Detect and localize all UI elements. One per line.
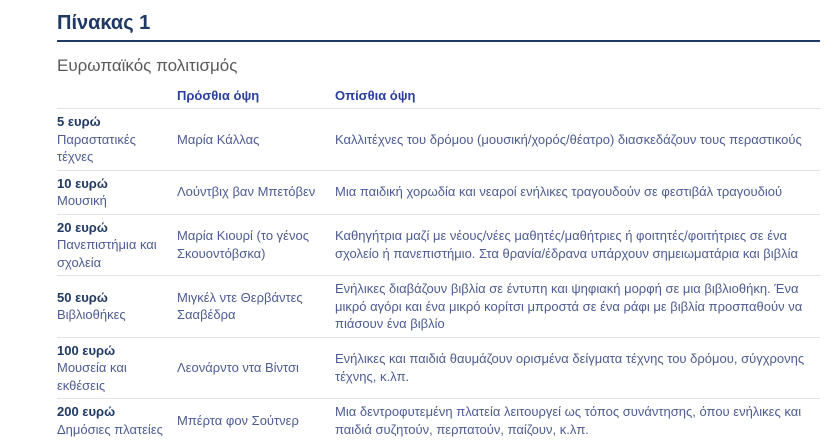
col-header-front: Πρόσθια όψη [177, 88, 335, 109]
front-side-cell: Μαρία Κάλλας [177, 109, 335, 171]
table-body [57, 109, 820, 443]
denomination-cell [57, 109, 177, 171]
front-side-cell: Μπέρτα φον Σούτνερ [177, 412, 299, 428]
table-row [57, 337, 820, 399]
category-label: Δημόσιες πλατείες [57, 421, 163, 437]
back-side-cell: Ενήλικες και παιδιά θαυμάζουν ορισμένα δείγματα τέχνης του δρόμου, σύγχρονης τέχνης, κ.λπ. [335, 337, 820, 399]
denomination-cell [57, 276, 177, 338]
denomination-label: 5 ευρώ [57, 114, 101, 129]
table-subtitle: Ευρωπαϊκός πολιτισμός [57, 56, 238, 75]
table-row [57, 399, 820, 443]
table-row [57, 276, 820, 338]
back-side-cell: Ενήλικες διαβάζουν βιβλία σε έντυπη και ψηφιακή μορφή σε μια βιβλιοθήκη. Ένα μικρό αγόρι και ένα μικρό κορίτσι μπροστά σε ένα ράφι με βιβλία προσπαθούν να πιάσουν ένα βιβλίο [335, 276, 820, 338]
back-side-cell: Καλλιτέχνες του δρόμου (μουσική/χορός/θέατρο) διασκεδάζουν τους περαστικούς [335, 109, 820, 171]
col-header-denomination [57, 88, 177, 109]
category-label: Μουσική [57, 193, 107, 208]
denomination-label: 200 ευρώ [57, 404, 116, 419]
table-row [57, 109, 820, 171]
denomination-label: 20 ευρώ [57, 219, 108, 235]
page-title: Πίνακας 1 [57, 12, 820, 42]
back-side-cell: Καθηγήτρια μαζί με νέους/νέες μαθητές/μαθήτριες ή φοιτητές/φοιτήτριες σε ένα σχολείο ή πανεπιστήμιο. Στα θρανία/έδρανα υπάρχουν σημειωματάρια και βιβλία [335, 214, 820, 276]
denomination-cell [57, 399, 177, 443]
category-label: Παραστατικές τέχνες [57, 131, 136, 164]
table-row [57, 170, 820, 214]
header-row [57, 88, 820, 109]
culture-table [57, 88, 820, 442]
front-side-cell: Λεονάρντο ντα Βίντσι [177, 337, 335, 399]
denomination-cell [57, 214, 177, 276]
category-label: Βιβλιοθήκες [57, 307, 126, 323]
table-row [57, 214, 820, 276]
denomination-cell [57, 170, 177, 214]
denomination-cell [57, 337, 177, 399]
denomination-label: 50 ευρώ [57, 289, 108, 305]
category-label: Πανεπιστήμια και σχολεία [57, 237, 157, 270]
category-label: Μουσεία και εκθέσεις [57, 360, 127, 393]
back-side-cell: Μια παιδική χορωδία και νεαροί ενήλικες τραγουδούν σε φεστιβάλ τραγουδιού [335, 170, 820, 214]
denomination-label: 10 ευρώ [57, 175, 108, 191]
front-side-cell: Μαρία Κιουρί (το γένος Σκουοντόβσκα) [177, 214, 335, 276]
front-side-cell: Μιγκέλ ντε Θερβάντες Σααβέδρα [177, 276, 335, 338]
back-side-cell: Μια δεντροφυτεμένη πλατεία λειτουργεί ως τόπος συνάντησης, όπου ενήλικες και παιδιά συζητούν, περπατούν, παίζουν, κ.λπ. [335, 404, 802, 437]
col-header-back: Οπίσθια όψη [335, 88, 820, 109]
denomination-label: 100 ευρώ [57, 342, 116, 358]
front-side-cell: Λούντβιχ βαν Μπετόβεν [177, 170, 335, 214]
